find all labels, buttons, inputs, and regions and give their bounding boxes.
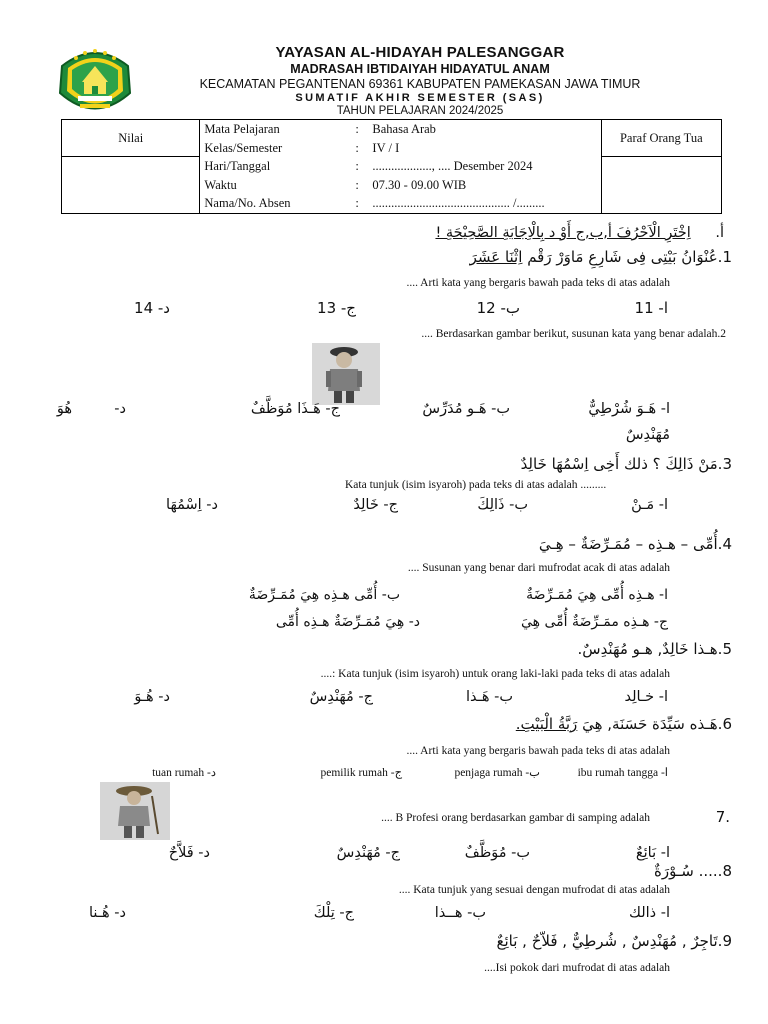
q6-option-a[interactable]: ا- ibu rumah tangga bbox=[577, 767, 668, 779]
school-address: KECAMATAN PEGANTENAN 69361 KABUPATEN PAMEKASAN JAWA TIMUR bbox=[199, 77, 641, 91]
q1-option-a[interactable]: ا- 11 bbox=[634, 299, 668, 317]
q5-option-d[interactable]: د- هُـوَ bbox=[134, 689, 170, 705]
q4-prompt: .... Susunan yang benar dari mufrodat acak di atas adalah bbox=[407, 562, 670, 574]
q8-prompt: .... Kata tunjuk yang sesuai dengan mufrodat di atas adalah bbox=[398, 884, 670, 896]
police-officer-image bbox=[312, 343, 380, 405]
section-instruction bbox=[435, 225, 724, 241]
instruction-text: اِخْتَرِ الْاَحْرُفَ أ,ب,ج أَوْ د بِالْاِجَابَةِ الصَّحِيْحَةِ ! bbox=[435, 225, 691, 241]
q6-option-b[interactable]: ب- penjaga rumah bbox=[454, 767, 540, 779]
q8-option-c[interactable]: ج- تِلْكَ bbox=[313, 905, 354, 921]
q3-option-b[interactable]: ب- ذَالِكَ bbox=[477, 497, 528, 513]
q5-option-a[interactable]: ا- خـالِد bbox=[624, 689, 668, 705]
q3-option-d[interactable]: د- اِسْمُهَا bbox=[166, 497, 218, 513]
academic-year: TAHUN PELAJARAN 2024/2025 bbox=[336, 105, 504, 117]
q8-option-d[interactable]: د- هُـنا bbox=[89, 905, 126, 921]
q2-option-a[interactable]: ا- هَـوَ شُرْطِيٌّ bbox=[588, 401, 670, 417]
q3-option-c[interactable]: ج- خَالِدٌ bbox=[353, 497, 398, 513]
q2-option-a-continued: مُهَنْدِسٌ bbox=[625, 427, 670, 443]
school-name: MADRASAH IBTIDAIYAH HIDAYATUL ANAM bbox=[290, 62, 550, 76]
q3-option-a[interactable]: ا- مَـنْ bbox=[631, 497, 668, 513]
exam-title: SUMATIF AKHIR SEMESTER (SAS) bbox=[295, 92, 545, 104]
question-6: 6.هَـذه سَيِّدَة حَسَنَة, هِيَ رَبَّةُ الْبَيْتِ. bbox=[515, 715, 732, 733]
question-5: 5.هـذا خَالِدٌ, هـو مُهَنْدِسٌ. bbox=[577, 640, 732, 658]
section-letter: أ. bbox=[715, 225, 724, 241]
q7-option-d[interactable]: د- فَلاَّحٌ bbox=[168, 845, 210, 861]
q7-prompt: .... B Profesi orang berdasarkan gambar di samping adalah bbox=[381, 812, 650, 824]
student-info-table bbox=[61, 119, 722, 214]
q3-prompt: Kata tunjuk (isim isyaroh) pada teks di atas adalah ......... bbox=[345, 479, 607, 491]
question-3: 3.مَنْ ذَالِكَ ؟ ذلك أَخِى اِسْمُهَا خَالِدٌ bbox=[520, 455, 732, 473]
q2-option-c[interactable]: ج- هَـذَا مُوَظَّفٌ bbox=[250, 401, 340, 417]
question-8: 8..... سُـوْرَةٌ bbox=[654, 862, 732, 880]
paraf-box[interactable] bbox=[601, 157, 721, 214]
info-row-time: Waktu : 07.30 - 09.00 WIB bbox=[204, 177, 467, 192]
q2-prompt: .... Berdasarkan gambar berikut, susunan kata yang benar adalah.2 bbox=[421, 328, 726, 340]
q7-number: 7. bbox=[715, 808, 730, 826]
q7-option-c[interactable]: ج- مُهَنْدِسٌ bbox=[336, 845, 400, 861]
q9-prompt: ....Isi pokok dari mufrodat di atas adalah bbox=[484, 962, 670, 974]
q5-option-b[interactable]: ب- هَـذا bbox=[465, 689, 513, 705]
q1-option-c[interactable]: ج- 13 bbox=[317, 299, 356, 317]
nilai-label: Nilai bbox=[62, 120, 200, 157]
q7-option-b[interactable]: ب- مُوَظَّفٌ bbox=[464, 845, 530, 861]
q8-option-a[interactable]: ا- ذالك bbox=[629, 905, 670, 921]
info-row-date[interactable]: Hari/Tanggal : ..................., .... Desember 2024 bbox=[204, 159, 533, 173]
question-1: 1.عُنْوَانُ بَيْتِى فِى شَارِعِ مَاوَرْ رَقْم اِثْنَا عَشَرَ bbox=[469, 248, 732, 266]
q4-option-b[interactable]: ب- أُمِّى هـذِه هِيَ مُمَـرِّضَةٌ bbox=[248, 587, 400, 603]
info-row-name[interactable]: Nama/No. Absen : ............................................ /......... bbox=[204, 196, 545, 210]
q7-option-a[interactable]: ا- بَائِعٌ bbox=[635, 845, 670, 861]
farmer-image bbox=[100, 782, 170, 840]
info-row-subject: Mata Pelajaran : Bahasa Arab bbox=[204, 122, 436, 136]
paraf-label: Paraf Orang Tua bbox=[601, 120, 721, 157]
q4-option-d[interactable]: د- هِيَ مُمَـرِّضَةٌ هـذِه أُمِّى bbox=[275, 614, 420, 630]
foundation-name: YAYASAN AL-HIDAYAH PALESANGGAR bbox=[275, 44, 565, 61]
q6-option-c[interactable]: ج- pemilik rumah bbox=[320, 767, 402, 779]
q1-underlined: اِثْنَا عَشَرَ bbox=[469, 248, 523, 266]
info-row-class: Kelas/Semester : IV / I bbox=[204, 140, 400, 155]
q6-underlined: رَبَّةُ الْبَيْتِ. bbox=[515, 715, 578, 733]
info-fields bbox=[200, 120, 601, 214]
q1-option-d[interactable]: د- 14 bbox=[134, 299, 170, 317]
q4-option-a[interactable]: ا- هـذِه أُمِّى هِيَ مُمَـرِّضَةٌ bbox=[526, 587, 668, 603]
q6-option-d[interactable]: د- tuan rumah bbox=[152, 767, 216, 779]
nilai-box[interactable] bbox=[62, 157, 200, 214]
q5-option-c[interactable]: ج- مُهَنْدِسٌ bbox=[309, 689, 373, 705]
q2-option-d-word: هُوَ bbox=[56, 401, 72, 417]
q2-option-b[interactable]: ب- هَـو مُدَرِّسٌ bbox=[422, 401, 510, 417]
q6-prompt: .... Arti kata yang bergaris bawah pada teks di atas adalah bbox=[406, 745, 670, 757]
q5-prompt: ....: Kata tunjuk (isim isyaroh) untuk orang laki-laki pada teks di atas adalah bbox=[320, 668, 670, 680]
q8-option-b[interactable]: ب- هــذا bbox=[434, 905, 486, 921]
question-4: 4.أُمِّى – هـذِه – مُمَـرِّضَةٌ – هِـيَ bbox=[538, 535, 732, 553]
q4-option-c[interactable]: ج- هـذِه ممَـرِّضَةٌ أُمِّى هِيَ bbox=[521, 614, 668, 630]
question-9: 9.تَاجِرٌ , مُهَنْدِسٌ , شُرطِيٌّ , فَلاّحٌ , بَائِعٌ bbox=[496, 932, 732, 950]
q2-option-d[interactable]: د- bbox=[114, 401, 126, 417]
q1-prompt: .... Arti kata yang bergaris bawah pada teks di atas adalah bbox=[406, 277, 670, 289]
q1-option-b[interactable]: ب- 12 bbox=[476, 299, 520, 317]
school-logo bbox=[52, 38, 138, 124]
